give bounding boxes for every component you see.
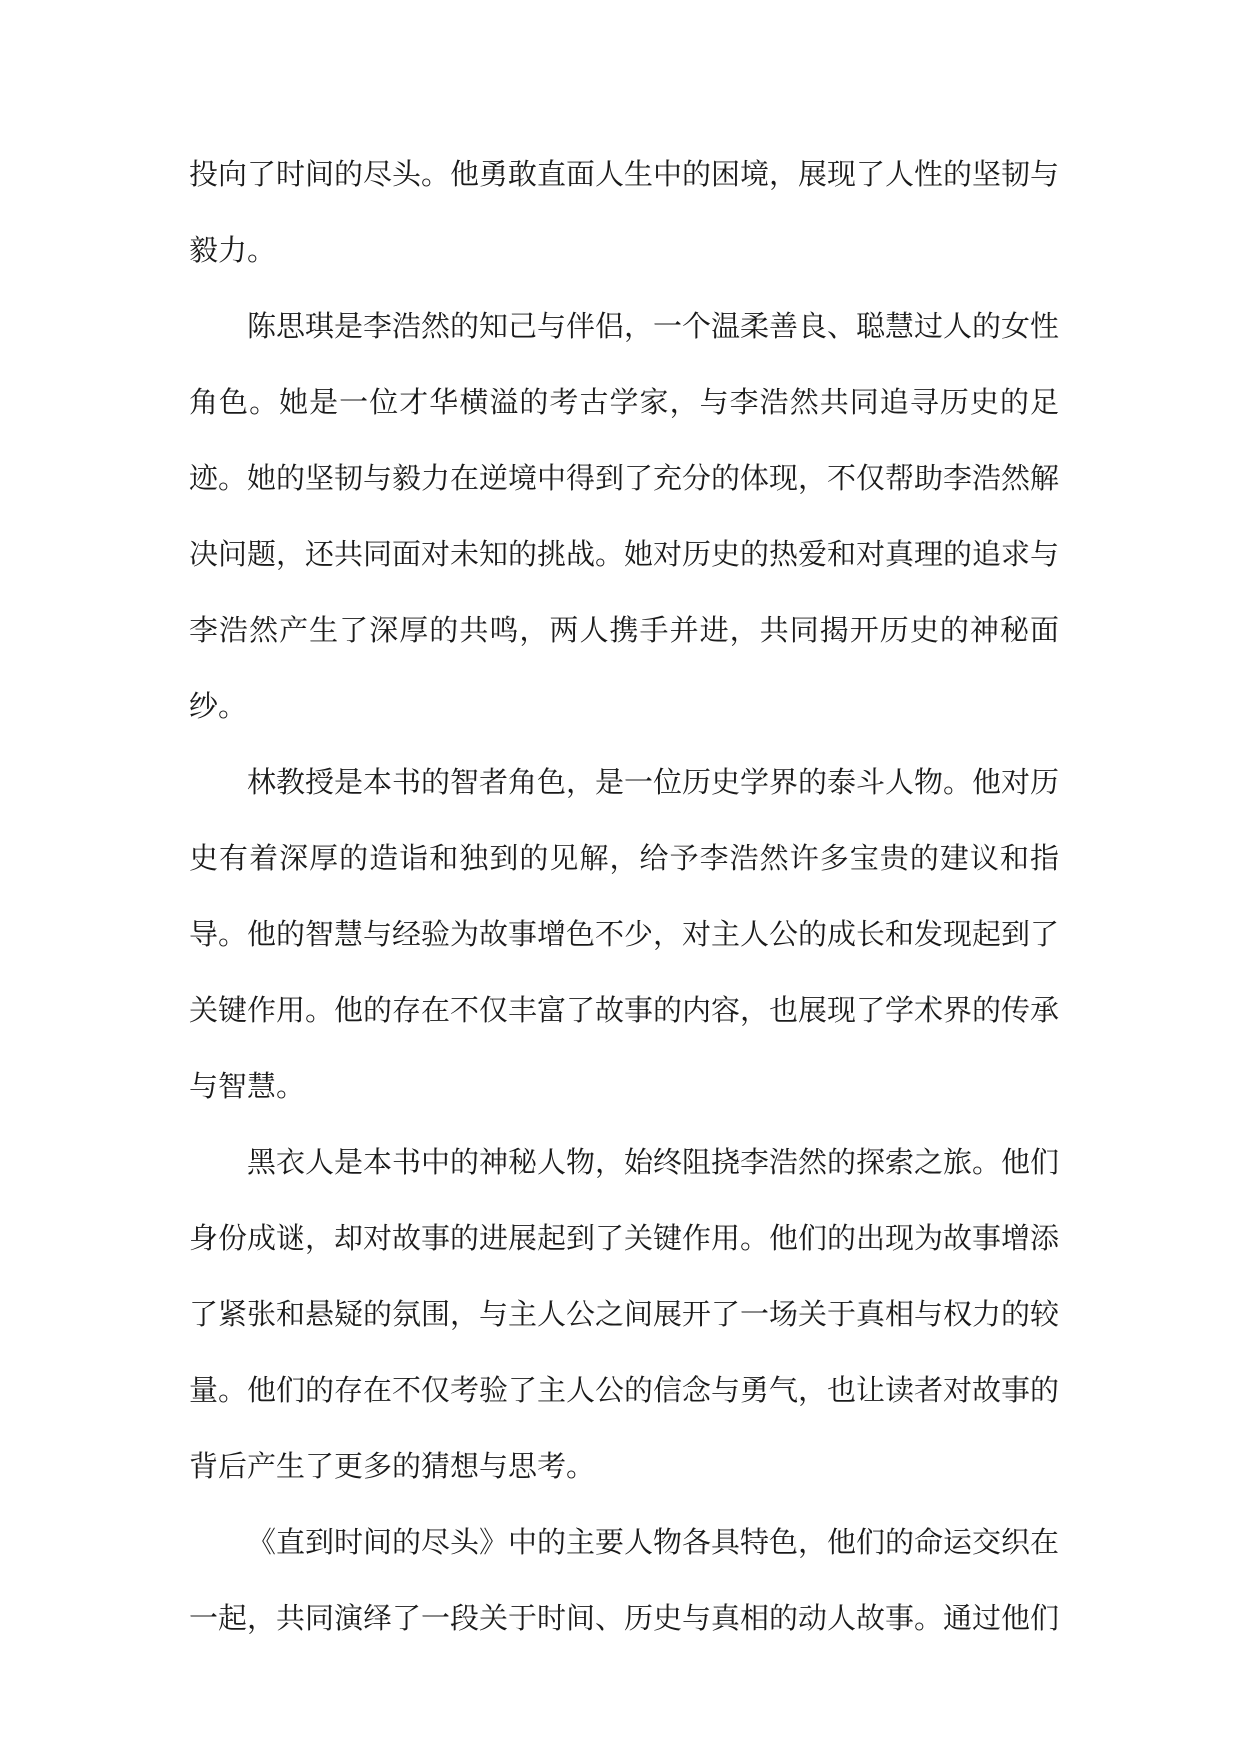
paragraph-chen-siqi: 陈思琪是李浩然的知己与伴侣，一个温柔善良、聪慧过人的女性角色。她是一位才华横溢的考古学家，与李浩然共同追寻历史的足迹。她的坚韧与毅力在逆境中得到了充分的体现，不仅帮助李浩然解决问题，还共同面对未知的挑战。她对历史的热爱和对真理的追求与李浩然产生了深厚的共鸣，两人携手并进，共同揭开历史的神秘面纱。	[189, 309, 1060, 723]
paragraph-man-in-black: 黑衣人是本书中的神秘人物，始终阻挠李浩然的探索之旅。他们身份成谜，却对故事的进展起到了关键作用。他们的出现为故事增添了紧张和悬疑的氛围，与主人公之间展开了一场关于真相与权力的较量。他们的存在不仅考验了主人公的信念与勇气，也让读者对故事的背后产生了更多的猜想与思考。	[189, 1145, 1060, 1483]
document-body	[189, 136, 1059, 1656]
paragraph-summary: 《直到时间的尽头》中的主要人物各具特色，他们的命运交织在一起，共同演绎了一段关于时间、历史与真相的动人故事。通过他们	[189, 1525, 1060, 1635]
paragraph-professor-lin: 林教授是本书的智者角色，是一位历史学界的泰斗人物。他对历史有着深厚的造诣和独到的见解，给予李浩然许多宝贵的建议和指导。他的智慧与经验为故事增色不少，对主人公的成长和发现起到了关键作用。他的存在不仅丰富了故事的内容，也展现了学术界的传承与智慧。	[189, 765, 1060, 1103]
paragraph-continuation: 投向了时间的尽头。他勇敢直面人生中的困境，展现了人性的坚韧与毅力。	[189, 157, 1060, 267]
